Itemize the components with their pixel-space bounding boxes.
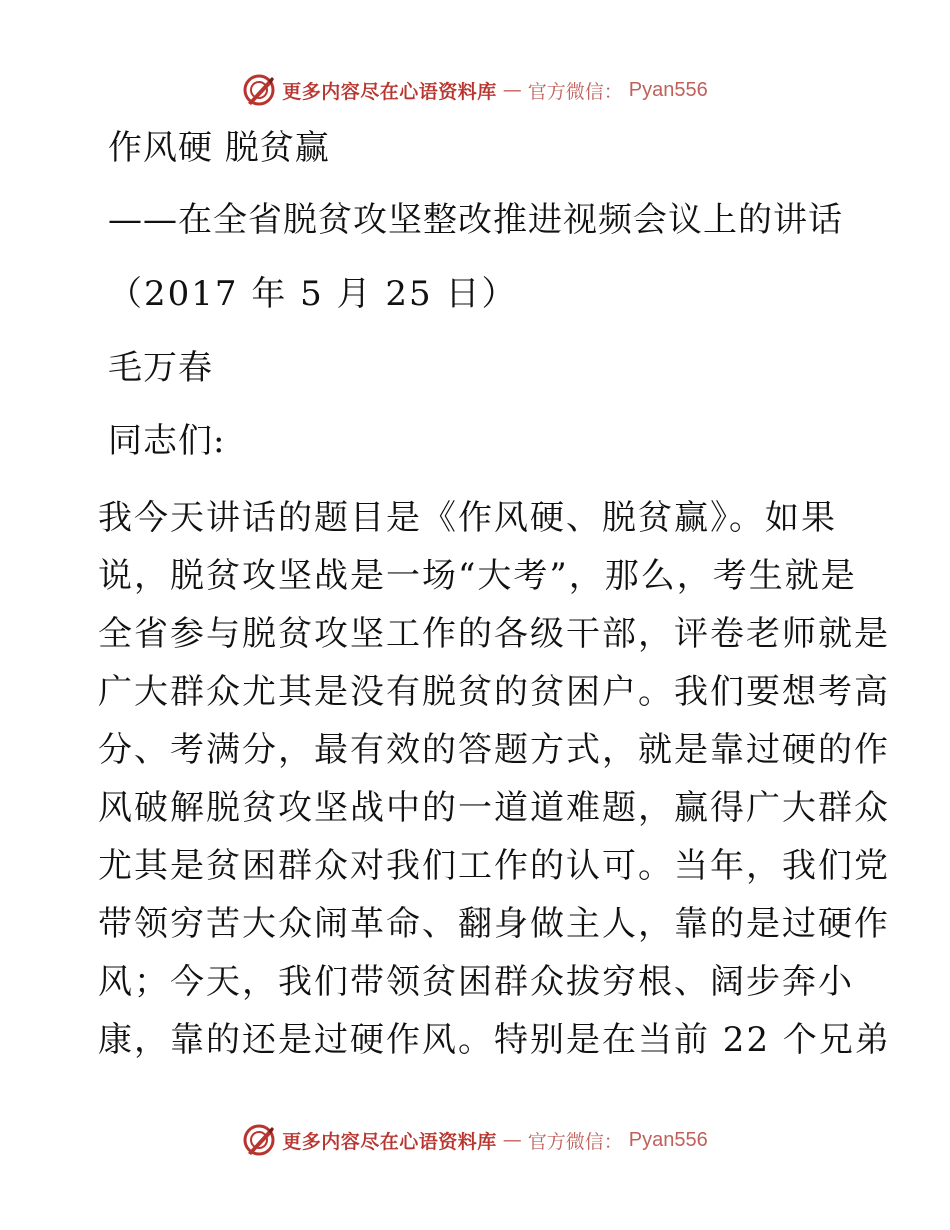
watermark-text: 更多内容尽在心语资料库	[282, 1130, 497, 1153]
watermark-wechat-id: Pyan556	[628, 78, 708, 101]
document-subtitle: ——在全省脱贫攻坚整改推进视频会议上的讲话	[108, 200, 843, 240]
body-line: 广大群众尤其是没有脱贫的贫困户。我们要想考高	[98, 672, 890, 712]
watermark-text: 更多内容尽在心语资料库	[282, 80, 497, 103]
document-title: 作风硬 脱贫赢	[108, 128, 330, 168]
watermark-wechat-label: 官方微信：	[527, 1130, 623, 1153]
body-line: 说，脱贫攻坚战是一场“大考”，那么，考生就是	[98, 556, 857, 596]
body-line: 分、考满分，最有效的答题方式，就是靠过硬的作	[98, 730, 890, 770]
document-date: （2017 年 5 月 25 日）	[108, 274, 518, 314]
watermark-wechat-id: Pyan556	[628, 1128, 708, 1151]
body-line: 我今天讲话的题目是《作风硬、脱贫赢》。如果	[98, 498, 837, 538]
watermark-wechat-label: 官方微信：	[527, 80, 623, 103]
body-line: 康，靠的还是过硬作风。特别是在当前 22 个兄弟	[98, 1020, 891, 1060]
document-body	[98, 498, 891, 1078]
body-line: 全省参与脱贫攻坚工作的各级干部，评卷老师就是	[98, 614, 890, 654]
watermark-separator: —	[502, 79, 522, 101]
watermark-separator: —	[502, 1129, 522, 1151]
document-author: 毛万春	[108, 348, 213, 388]
pen-circle-logo-icon	[242, 73, 276, 107]
body-line: 带领穷苦大众闹革命、翻身做主人，靠的是过硬作	[98, 904, 890, 944]
body-line: 尤其是贫困群众对我们工作的认可。当年，我们党	[98, 846, 890, 886]
pen-circle-logo-icon	[242, 1123, 276, 1157]
footer-watermark	[0, 1120, 950, 1160]
header-watermark	[0, 70, 950, 110]
body-line: 风；今天，我们带领贫困群众拔穷根、阔步奔小	[98, 962, 854, 1002]
document-salutation: 同志们:	[108, 421, 226, 461]
body-line: 风破解脱贫攻坚战中的一道道难题，赢得广大群众	[98, 788, 890, 828]
